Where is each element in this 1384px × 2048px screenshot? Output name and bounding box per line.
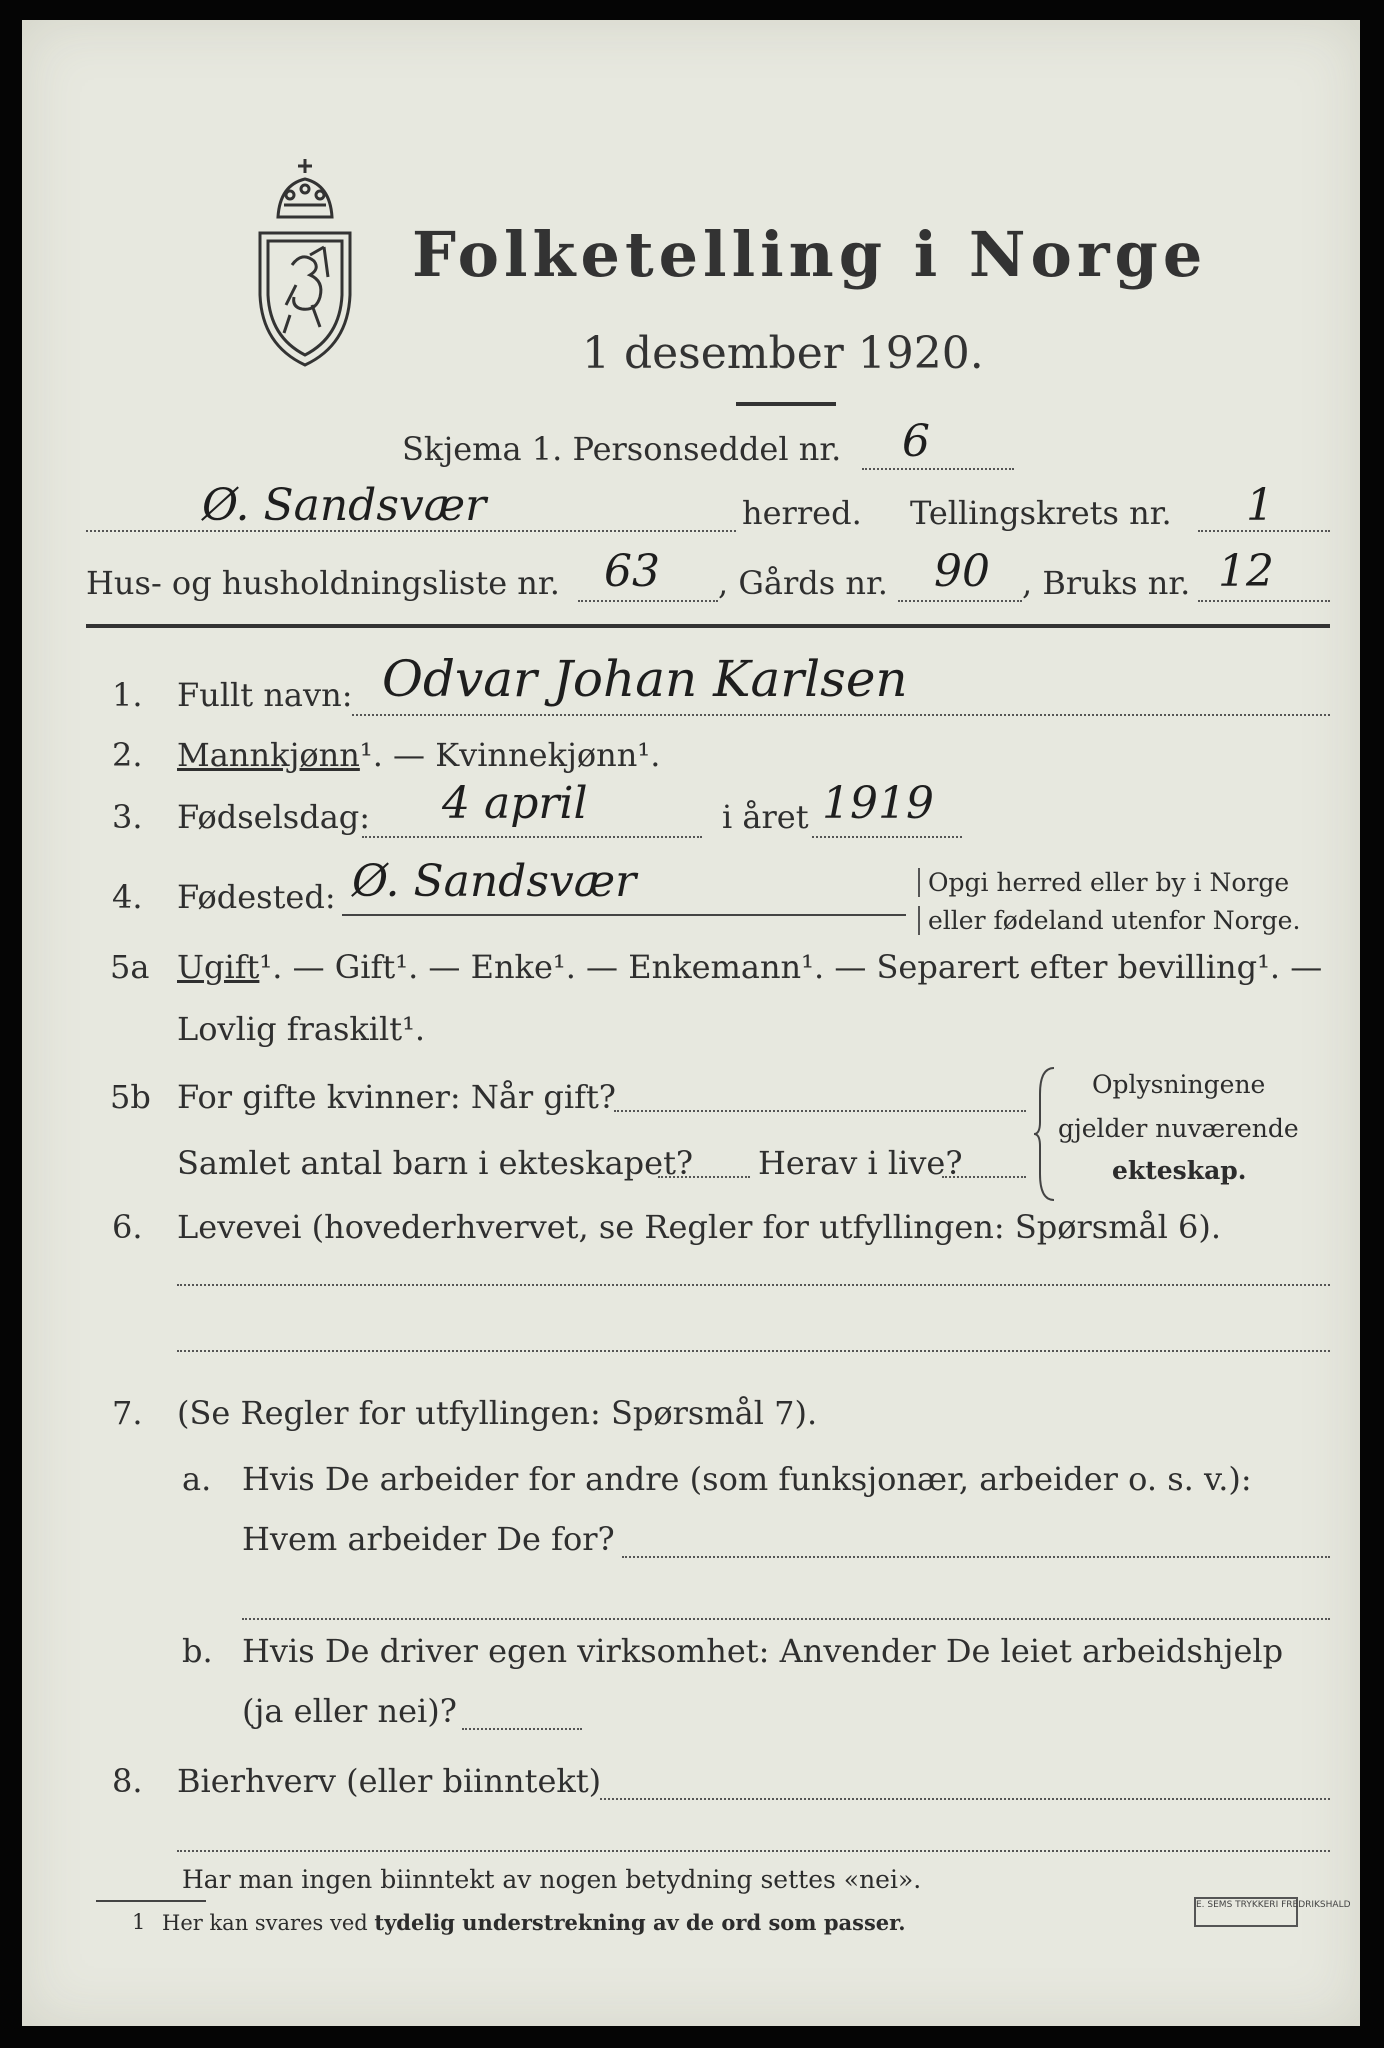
- hus-nr: 63: [604, 546, 660, 597]
- birthday-value: 4 april: [442, 778, 588, 829]
- employer-line-1: [622, 1556, 1330, 1558]
- hired-help-line: [462, 1728, 582, 1730]
- occupation-line-2: [177, 1350, 1330, 1352]
- birthplace-note-2: eller fødeland utenfor Norge.: [918, 906, 1300, 935]
- q7a-line-1: Hvis De arbeider for andre (som funksjonær, arbeider o. s. v.):: [242, 1460, 1252, 1498]
- q5b-note-3: ekteskap.: [1112, 1156, 1247, 1185]
- gards-line: [898, 600, 1022, 602]
- marital-rest: ¹. — Gift¹. — Enke¹. — Enkemann¹. — Separert efter bevilling¹. —: [259, 948, 1323, 986]
- q7-number: 7.: [112, 1394, 143, 1432]
- q5b-children: Samlet antal barn i ekteskapet?: [177, 1144, 694, 1182]
- occupation-line-1: [177, 1284, 1330, 1286]
- skjema-label: Skjema 1. Personseddel nr.: [402, 430, 842, 468]
- q7b-line-1: Hvis De driver egen virksomhet: Anvender De leiet arbeidshjelp: [242, 1632, 1284, 1670]
- personseddel-nr: 6: [902, 416, 930, 467]
- birthplace-note-1: Opgi herred eller by i Norge: [918, 868, 1289, 897]
- alive-line: [942, 1176, 1026, 1178]
- marital-options: [177, 948, 1322, 986]
- full-name-value: Odvar Johan Karlsen: [382, 650, 908, 708]
- marital-unmarried-option: Ugift: [177, 948, 260, 986]
- gards-nr: 90: [934, 546, 990, 597]
- hus-label: Hus- og husholdningsliste nr.: [86, 564, 560, 602]
- q5b-number: 5b: [110, 1078, 151, 1116]
- form-title: Folketelling i Norge: [412, 218, 1208, 291]
- footnote-bold: tydelig understrekning av de ord som passer.: [374, 1910, 906, 1935]
- footnote-rule: [96, 1900, 206, 1902]
- title-separator: [736, 402, 836, 406]
- q1-number: 1.: [112, 676, 143, 714]
- header-divider: [86, 624, 1330, 628]
- bruks-line: [1198, 600, 1330, 602]
- birth-year-value: 1919: [822, 778, 934, 829]
- side-income-line-1: [600, 1798, 1330, 1800]
- gender-rest: ¹. — Kvinnekjønn¹.: [359, 736, 661, 774]
- q4-label: Fødested:: [177, 878, 336, 916]
- q7a-letter: a.: [182, 1460, 212, 1498]
- personseddel-line: [862, 468, 1014, 470]
- footnote-mark: 1: [132, 1910, 146, 1934]
- married-when-line: [614, 1110, 1026, 1112]
- marital-line-2: Lovlig fraskilt¹.: [177, 1010, 426, 1048]
- q5b-note-1: Oplysningene: [1092, 1070, 1266, 1099]
- q7b-letter: b.: [182, 1632, 213, 1670]
- employer-line-2: [242, 1618, 1330, 1620]
- q3-number: 3.: [112, 798, 143, 836]
- birthday-line: [362, 836, 702, 838]
- herred-value: Ø. Sandsvær: [202, 480, 487, 531]
- census-date: 1 desember 1920.: [582, 328, 984, 379]
- coat-of-arms-icon: [250, 155, 360, 375]
- hus-line: [578, 600, 718, 602]
- q6-number: 6.: [112, 1208, 143, 1246]
- year-line: [812, 836, 962, 838]
- q5b-alive: Herav i live?: [758, 1144, 963, 1182]
- footnote-text: [162, 1910, 906, 1935]
- q3-label: Fødselsdag:: [177, 798, 371, 836]
- q1-line: [352, 714, 1330, 716]
- tellingskrets-label: Tellingskrets nr.: [910, 494, 1172, 532]
- q6-label: Levevei (hovederhvervet, se Regler for utfyllingen: Spørsmål 6).: [177, 1208, 1222, 1246]
- herred-label: herred.: [742, 494, 862, 532]
- q5b-line-1: For gifte kvinner: Når gift?: [177, 1078, 616, 1116]
- children-line: [658, 1176, 750, 1178]
- q2-number: 2.: [112, 736, 143, 774]
- footnote-pre: Her kan svares ved: [162, 1911, 375, 1935]
- q7-label: (Se Regler for utfyllingen: Spørsmål 7).: [177, 1394, 818, 1432]
- side-income-line-2: [177, 1850, 1330, 1852]
- bruks-nr: 12: [1218, 546, 1274, 597]
- gards-label: , Gårds nr.: [718, 564, 888, 602]
- q1-label: Fullt navn:: [177, 676, 353, 714]
- q7b-line-2: (ja eller nei)?: [242, 1692, 457, 1730]
- bruks-label: , Bruks nr.: [1022, 564, 1191, 602]
- census-form-page: [22, 20, 1360, 2026]
- q7a-line-2: Hvem arbeider De for?: [242, 1520, 615, 1558]
- birthplace-line: [342, 914, 906, 916]
- side-income-note: Har man ingen biinntekt av nogen betydning settes «nei».: [182, 1865, 922, 1894]
- birthplace-value: Ø. Sandsvær: [352, 856, 637, 907]
- tellingskrets-nr: 1: [1246, 480, 1274, 531]
- q5a-number: 5a: [110, 948, 150, 986]
- q8-number: 8.: [112, 1762, 143, 1800]
- q4-number: 4.: [112, 878, 143, 916]
- q8-label: Bierhverv (eller biinntekt): [177, 1762, 602, 1800]
- gender-options: [177, 736, 660, 774]
- year-label: i året: [722, 798, 809, 836]
- q5b-note-2: gjelder nuværende: [1058, 1114, 1299, 1143]
- gender-male-option: Mannkjønn: [177, 736, 360, 774]
- printer-stamp: E. SEMS TRYKKERI FREDRIKSHALD: [1194, 1897, 1298, 1927]
